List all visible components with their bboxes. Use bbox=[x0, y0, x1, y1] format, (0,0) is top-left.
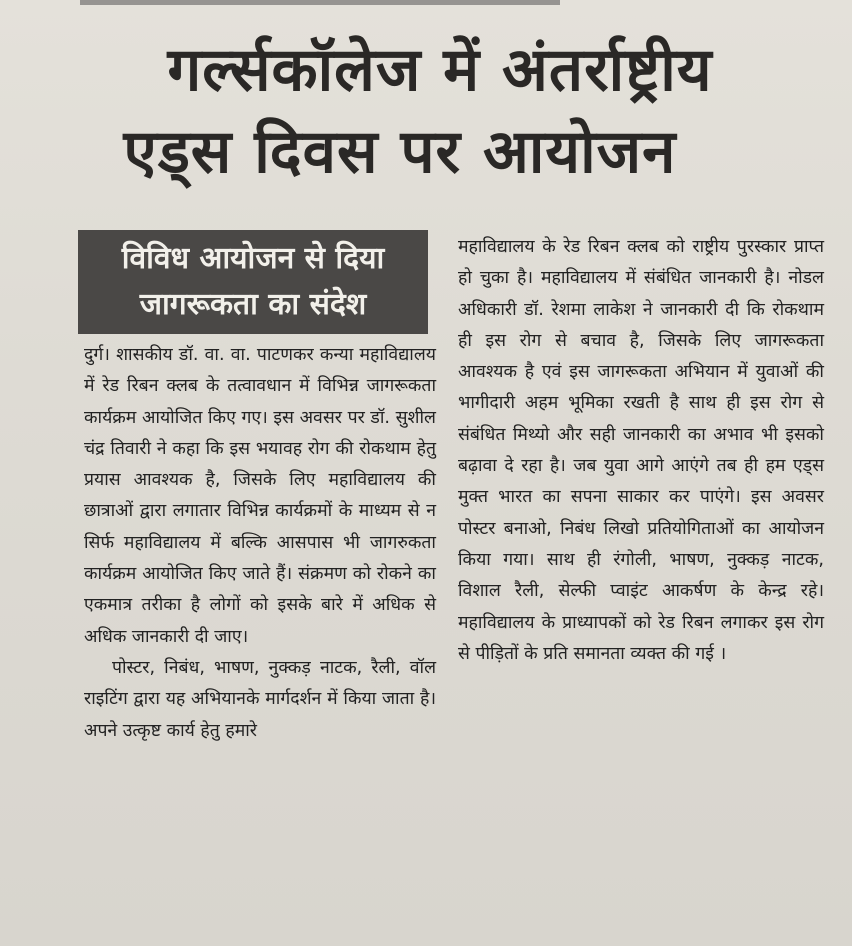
subheadline-line-2: जागरूकता का संदेश bbox=[139, 287, 367, 322]
article-paragraph: महाविद्यालय के रेड रिबन क्लब को राष्ट्रीय पुरस्कार प्राप्त हो चुका है। महाविद्यालय में संबंधित जानकारी है। नोडल अधिकारी डॉ. रेशमा लाकेश ने जानकारी दी कि रोकथाम ही इस रोग से बचाव है, जिसके लिए जागरूकता आवश्यक है एवं इस जागरूकता अभियान में युवाओं की भागीदारी अहम भूमिका रखती है साथ ही इस रोग से संबंधित मिथ्यो और सही जानकारी का अभाव भी इसको बढ़ावा दे रहा है। जब युवा आगे आएंगे तब ही हम एड्स मुक्त भारत का सपना साकार कर पाएंगे। इस अवसर पोस्टर बनाओ, निबंध लिखो प्रतियोगिताओं का आयोजन किया गया। साथ ही रंगोली, भाषण, नुक्कड़ नाटक, विशाल रैली, सेल्फी प्वाइंट आकर्षण के केन्द्र रहे। महाविद्यालय के प्राध्यापकों को रेड रिबन लगाकर इस रोग से पीड़ितों के प्रति समानता व्यक्त की गई । bbox=[458, 237, 824, 664]
article-column-left bbox=[84, 340, 436, 747]
subheadline-box bbox=[78, 230, 428, 334]
headline-line-2: एड्स दिवस पर आयोजन bbox=[123, 117, 677, 187]
headline-line-1: गर्ल्सकॉलेज में अंतर्राष्ट्रीय bbox=[167, 35, 713, 105]
article-paragraph: पोस्टर, निबंध, भाषण, नुक्कड़ नाटक, रैली, वॉल राइटिंग द्वारा यह अभियानके मार्गदर्शन में किया जाता है। अपने उत्कृष्ट कार्य हेतु हमारे bbox=[84, 657, 436, 741]
article-paragraph: दुर्ग। शासकीय डॉ. वा. वा. पाटणकर कन्या महाविद्यालय में रेड रिबन क्लब के तत्वावधान में विभिन्न जागरूकता कार्यक्रम आयोजित किए गए। इस अवसर पर डॉ. सुशील चंद्र तिवारी ने कहा कि इस भयावह रोग की रोकथाम हेतु प्रयास आवश्यक है, जिसके लिए महाविद्यालय की छात्राओं द्वारा लगातार विभिन्न कार्यक्रमों के माध्यम से न सिर्फ महाविद्यालय में बल्कि आसपास भी जागरुकता कार्यक्रम आयोजित किए जाते हैं। संक्रमण को रोकने का एकमात्र तरीका है लोगों को इसके बारे में अधिक से अधिक जानकारी दी जाए। bbox=[84, 345, 436, 647]
top-divider bbox=[80, 0, 560, 5]
article-column-right bbox=[458, 232, 824, 670]
subheadline-line-1: विविध आयोजन से दिया bbox=[121, 241, 385, 276]
